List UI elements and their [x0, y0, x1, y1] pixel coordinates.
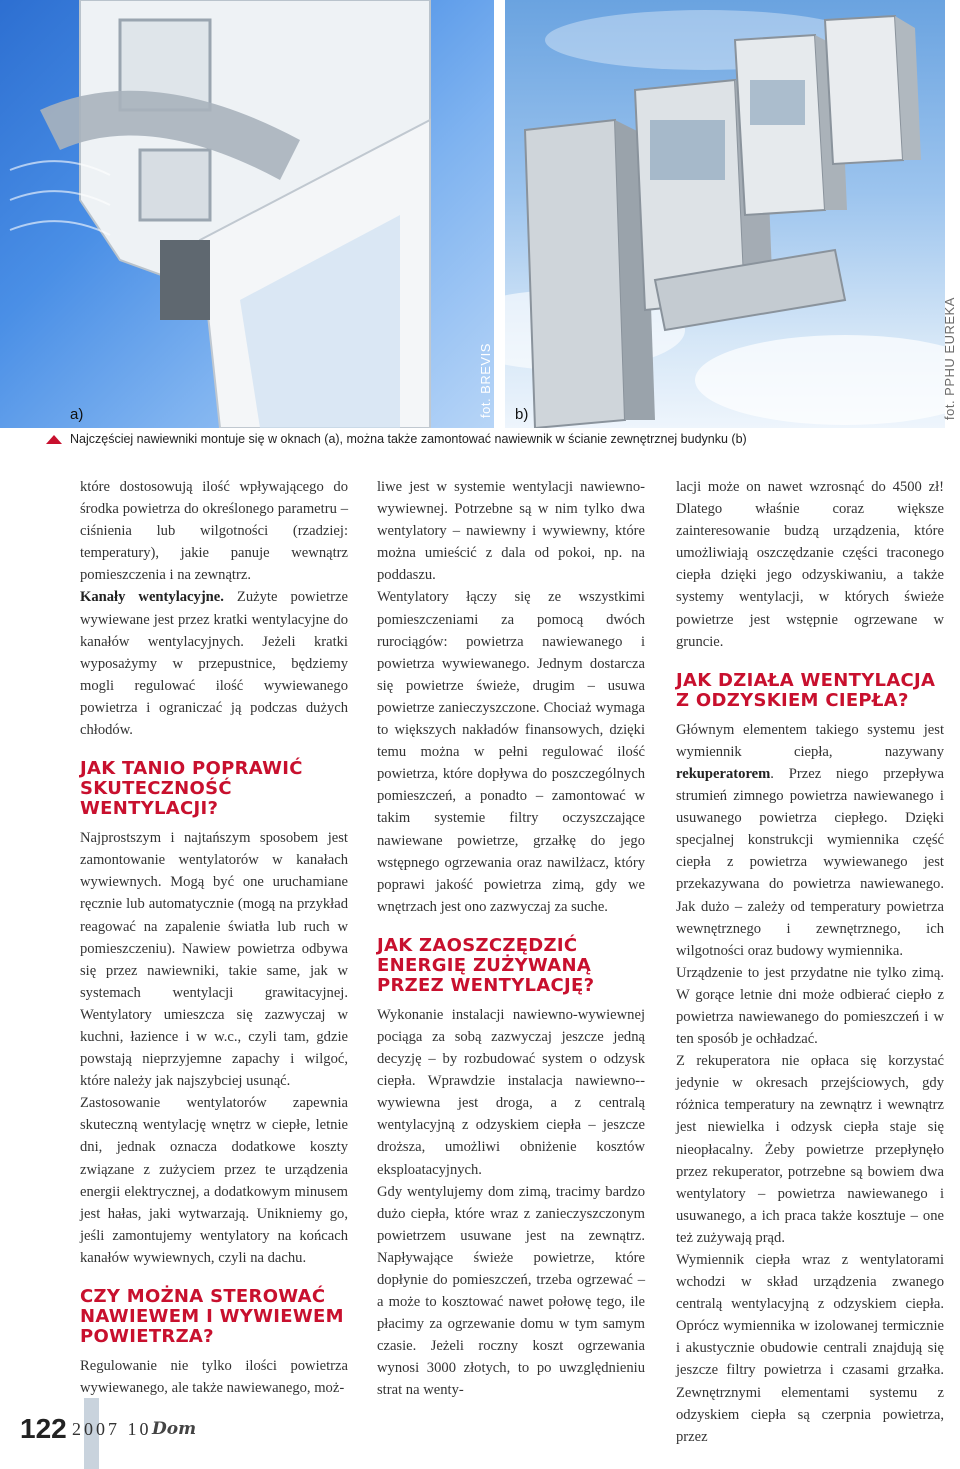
caption-arrow-icon	[46, 435, 62, 444]
wall-vent-illustration	[505, 0, 945, 428]
paragraph: liwe jest w systemie wentylacji nawiewno-wywiewnej. Potrzebne są w nim tylko dwa wentylatory – nawiewny i wywiewny, które można umieścić z dala od pokoi, np. na poddaszu.	[377, 479, 645, 584]
paragraph: Wymiennik ciepła wraz z wentylatorami wchodzi w skład urządzenia zwanego centralą wentylacyjną z odzyskiem ciepła. Oprócz wymiennika w izolowanej termicznie i akustycznie obudowie centrali znajdują się jeszcze filtry powietrza i czasami grzałka. Zewnętrznymi elementami systemu z odzyskiem ciepła są czerpnia powietrza, przez	[676, 1252, 944, 1445]
paragraph: które dostosowują ilość wpływającego do środka powietrza do określonego parametru – ciśnienia lub wilgotności (rzadziej: temperatury), jakie panuje wewnątrz pomieszczenia i na zewnątrz.	[80, 479, 348, 584]
paragraph: Wentylatory łączy się ze wszystkimi pomieszczeniami za pomocą dwóch rurociągów: powietrza nawiewanego i powietrza wywiewanego. Jednym dostarcza się powietrze świeże, drugim – usuwa powietrze zanieczyszczone. Chociaż wymaga to większych nakładów finansowych, dzięki temu można w pełni regulować ilość powietrza, które dopływa do poszczególnych pomieszczeń, a ponadto – zamontować w takim systemie filtry oczyszczające nawiewane powietrze, grzałkę do jego wstępnego ogrzewania oraz nawilżacz, który poprawi jakość powietrza zimą, gdy we wnętrzach jest ono zazwyczaj za suche.	[377, 589, 645, 915]
article-column-2	[377, 476, 645, 1402]
paragraph-text: Zużyte powietrze wywiewane jest przez kratki wentylacyjne do kanałów wentylacyjnych. Jeżeli kratki wyposażymy w przepustnice, będziemy mogli regulować ilość wywiewanego powietrza i ograniczać ją podczas dużych chłodów.	[80, 589, 348, 739]
paragraph	[676, 719, 944, 962]
paragraph	[80, 586, 348, 741]
figure-label-a: a)	[70, 406, 84, 423]
paragraph: lacji może on nawet wzrosnąć do 4500 zł! Dlatego właśnie coraz większe zainteresowanie budzą urządzenia, które umożliwiają oszczędzanie części traconego ciepła dzięki jego odzyskiwaniu, a także systemy wentylacji, w których świeże powietrze jest wstępnie ogrzewane w gruncie.	[676, 479, 944, 650]
issue-date: 2007 10	[72, 1419, 152, 1439]
paragraph: Wykonanie instalacji nawiewno-wywiewnej pociąga za sobą zazwyczaj jeszcze jedną decyzję – by rozbudować system o odzysk ciepła. Wprawdzie instalacja nawiewno--wywiewna jest droga, a z centralą wentylacyjną z odzyskiem ciepła – jeszcze droższa, umożliwi obniżenie kosztów eksploatacyjnych.	[377, 1006, 645, 1178]
article-column-1	[80, 476, 348, 1399]
paragraph: Zastosowanie wentylatorów zapewnia skuteczną wentylację wnętrz w ciepłe, letnie dni, jednak oznacza dodatkowe koszty związane z zużyciem przez te urządzenia energii elektrycznej, a dodatkowym minusem jest hałas, jaki wytwarzają. Unikniemy go, jeśli zamontujemy wentylatory na końcach kanałów wywiewnych, czyli na dachu.	[80, 1095, 348, 1266]
section-heading: CZY MOŻNA STEROWAĆ NAWIEWEM I WYWIEWEM POWIETRZA?	[80, 1286, 344, 1347]
paragraph-text: . Przez niego przepływa strumień zimnego powietrza nawiewanego i usuwanego powietrza ciepłego. Dzięki specjalnej konstrukcji wymiennika część ciepła z powietrza wywiewanego jest przekazywana do powietrza nawiewanego. Jak dużo – zależy od temperatury powietrza wewnętrznego i zewnętrznego, ich wilgotności oraz budowy wymiennika.	[676, 765, 944, 959]
page-number: 122	[20, 1413, 67, 1444]
photo-credit-b: fot. PPHU EUREKA	[942, 297, 957, 420]
section-heading: JAK DZIAŁA WENTYLACJA Z ODZYSKIEM CIEPŁA?	[676, 669, 936, 711]
paragraph: Urządzenie to jest przydatne nie tylko zimą. W gorące letnie dni może odbierać ciepło z powietrza nawiewanego do pomieszczeń i w ten sposób je ochładzać.	[676, 964, 944, 1048]
article-column-3	[676, 476, 944, 1448]
paragraph-text: Głównym elementem takiego systemu jest wymiennik ciepła, nazywany	[676, 721, 944, 760]
figure-label-b: b)	[515, 406, 529, 423]
paragraph: Regulowanie nie tylko ilości powietrza wywiewanego, ale także nawiewanego, moż-	[80, 1358, 348, 1397]
caption-text: Najczęściej nawiewniki montuje się w oknach (a), można także zamontować nawiewnik w ścianie zewnętrznej budynku (b)	[70, 432, 747, 446]
window-profile-illustration	[0, 0, 494, 428]
photo-window-vent	[0, 0, 494, 428]
bold-term: rekuperatorem	[676, 765, 771, 782]
section-heading: JAK ZAOSZCZĘDZIĆ ENERGIĘ ZUŻYWANĄ PRZEZ WENTYLACJĘ?	[377, 934, 595, 996]
figure-caption	[70, 432, 950, 446]
section-heading: JAK TANIO POPRAWIĆ SKUTECZNOŚĆ WENTYLACJI?	[80, 758, 303, 820]
photo-credit-a: fot. BREVIS	[478, 343, 493, 418]
magazine-logo: Dom	[152, 1419, 197, 1439]
paragraph: Gdy wentylujemy dom zimą, tracimy bardzo dużo ciepła, które wraz z zanieczyszczonym powietrzem usuwane jest na zewnątrz. Napływające świeże powietrze, które dopłynie do pomieszczeń, trzeba ogrzewać – a może to kosztować nawet połowę tego, ile płacimy za ogrzewanie domu w tym samym czasie. Jeżeli roczny koszt ogrzewania wynosi 3000 złotych, to po uwzględnieniu strat na wenty-	[377, 1183, 645, 1399]
paragraph: Najprostszym i najtańszym sposobem jest zamontowanie wentylatorów w kanałach wywiewnych. Mogą być one uruchamiane ręcznie lub automatycznie (mogą na przykład reagować na zapalenie światła lub ruch w pomieszczeniu). Nawiew powietrza odbywa się przez nawiewniki, takie same, jak w systemach wentylacji grawitacyjnej. Wentylatory umieszcza się zazwyczaj w kuchni, łazience i w w.c., czyli tam, gdzie powstają nieprzyjemne zapachy i wilgoć, które należy jak najszybciej usunąć.	[80, 830, 348, 1090]
photo-wall-vent	[505, 0, 945, 428]
paragraph: Z rekuperatora nie opłaca się korzystać jedynie w okresach przejściowych, gdy różnica temperatury na zewnątrz i wewnątrz jest niewielka i odzysk ciepła staje się nieopłacalny. Żeby powietrze przepłynęło przez rekuperator, potrzebne są bowiem dwa wentylatory – powietrza nawiewanego i usuwanego, a ich praca także kosztuje – one też zużywają prąd.	[676, 1053, 944, 1246]
bold-lead: Kanały wentylacyjne.	[80, 589, 224, 606]
